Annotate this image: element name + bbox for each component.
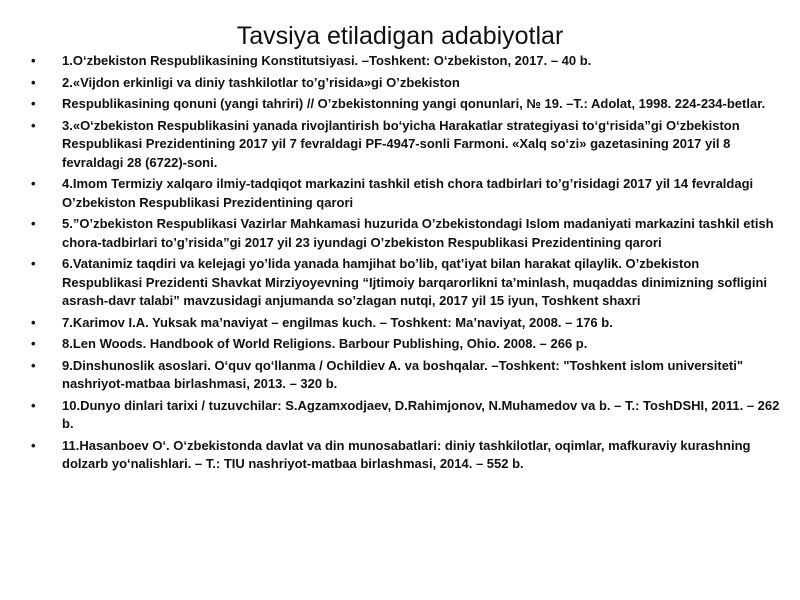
reference-item [0, 357, 800, 394]
bullet-icon: • [31, 74, 36, 90]
bullet-icon: • [31, 437, 36, 453]
reference-text: 6.Vatanimiz taqdiri va kelejagi yo’lida yanada hamjihat bo’lib, qat’iyat bilan harakat qilaylik. O’zbekiston Respublikasi Prezidenti Shavkat Mirziyoyevning “Ijtimoiy barqarorlikni ta’minlash, muqaddas dinimizning sofligini asrash-davr talabi” mavzusidagi anjumanda so’zlagan nutqi, 2017 yil 15 iyun, Toshkent shaxri [62, 256, 768, 308]
reference-item [0, 314, 800, 333]
reference-text: 9.Dinshunoslik asoslari. O‘quv qo‘llanma / Ochildiev A. va boshqalar. –Toshkent: "Toshkent islom universiteti" nashriyot-matbaa birlashmasi, 2013. – 320 b. [62, 357, 744, 391]
reference-item [0, 255, 800, 311]
reference-item [0, 215, 800, 252]
reference-text: 4.Imom Termiziy xalqaro ilmiy-tadqiqot markazini tashkil etish chora tadbirlari to’g’risidagi 2017 yil 14 fevraldagi O’zbekiston Respublikasi Prezidentining qarori [62, 176, 754, 210]
bullet-icon: • [31, 96, 36, 111]
reference-text: 8.Len Woods. Handbook of World Religions. Barbour Publishing, Ohio. 2008. – 266 p. [62, 336, 588, 351]
reference-text: 10.Dunyo dinlari tarixi / tuzuvchilar: S.Agzamxodjaev, D.Rahimjonov, N.Muhamedov va b. – T.: ToshDSHI, 2011. – 262 b. [62, 397, 780, 431]
reference-text: 11.Hasanboev O‘. O‘zbekistonda davlat va din munosabatlari: diniy tashkilotlar, oqimlar, mafkuraviy kurashning dolzarb yo‘nalishlari. – T.: TIU nashriyot-matbaa birlashmasi, 2014. – 552 b. [62, 437, 751, 471]
reference-text: 3.«O‘zbekiston Respublikasini yanada rivojlantirish bo‘yicha Harakatlar strategiyasi to‘g‘risida”gi O‘zbekiston Respublikasi Prezidentining 2017 yil 7 fevraldagi PF-4947-sonli Farmoni. «Xalq so‘zi» gazetasining 2017 yil 8 fevraldagi 28 (6722)-soni. [62, 117, 740, 170]
reference-item [0, 117, 800, 173]
reference-item [0, 52, 800, 71]
reference-item [0, 74, 800, 93]
reference-text: 1.O‘zbekiston Respublikasining Konstitutsiyasi. –Toshkent: O‘zbekiston, 2017. – 40 b. [62, 53, 592, 68]
bullet-icon: • [31, 336, 36, 351]
reference-item [0, 397, 800, 434]
bullet-icon: • [31, 176, 36, 191]
bullet-icon: • [31, 117, 36, 133]
reference-list [0, 52, 800, 477]
reference-item [0, 95, 800, 114]
bullet-icon: • [31, 256, 36, 271]
reference-item [0, 175, 800, 212]
bullet-icon: • [31, 216, 36, 231]
bullet-icon: • [31, 397, 36, 413]
slide-title: Tavsiya etiladigan adabiyotlar [236, 22, 564, 50]
reference-text: 2.«Vijdon erkinligi va diniy tashkilotlar to’g’risida»gi O’zbekiston [62, 74, 460, 90]
bullet-icon: • [31, 357, 36, 373]
reference-text: 5.”O’zbekiston Respublikasi Vazirlar Mahkamasi huzurida O’zbekistondagi Islom madaniyati markazini tashkil etish chora-tadbirlari to’g’risida”gi 2017 yil 23 iyundagi O’zbekiston Respublikasi Prezidentining qarori [62, 216, 774, 250]
bullet-icon: • [31, 53, 36, 68]
reference-item [0, 437, 800, 474]
reference-item [0, 335, 800, 354]
reference-text: Respublikasining qonuni (yangi tahriri) // O’zbekistonning yangi qonunlari, № 19. –T.: Adolat, 1998. 224-234-betlar. [62, 96, 766, 111]
bullet-icon: • [31, 314, 36, 330]
reference-text: 7.Karimov I.A. Yuksak ma’naviyat – engilmas kuch. – Toshkent: Ma’naviyat, 2008. – 176 b. [62, 314, 613, 330]
